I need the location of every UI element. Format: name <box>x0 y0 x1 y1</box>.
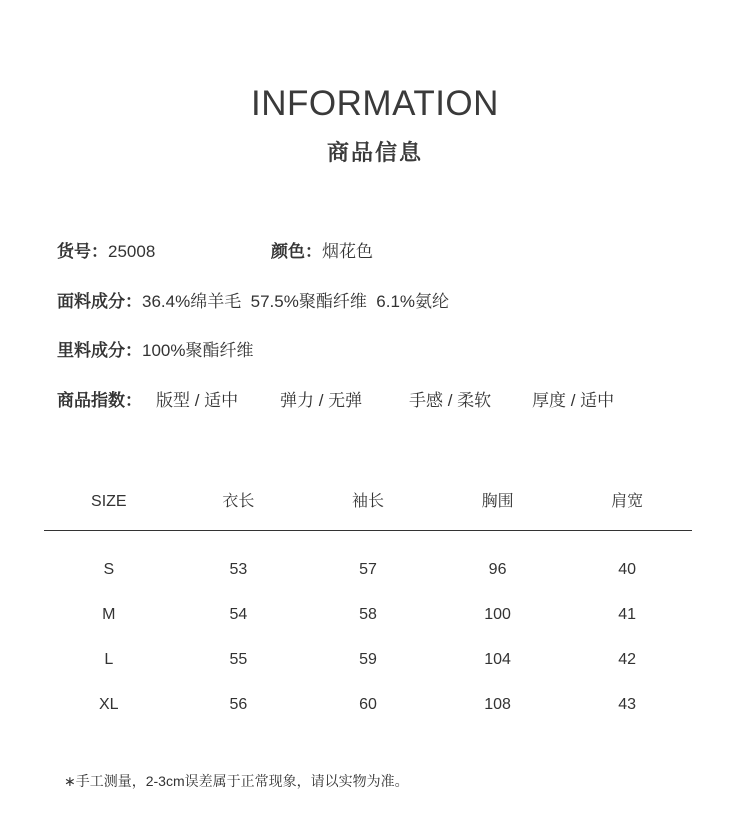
lining-value: 100%聚酯纤维 <box>142 341 254 360</box>
cell-length: 56 <box>229 696 248 713</box>
fabric-field <box>57 287 449 312</box>
color-label: 颜色： <box>271 242 322 261</box>
sku-field <box>57 237 155 262</box>
size-table-header <box>44 489 692 531</box>
lining-label: 里料成分： <box>57 341 142 360</box>
cell-size: S <box>103 561 115 578</box>
cell-chest: 104 <box>484 651 511 668</box>
page-title: INFORMATION <box>251 84 499 123</box>
page-subtitle: 商品信息 <box>326 140 423 165</box>
cell-chest: 96 <box>488 561 507 578</box>
size-table <box>44 489 692 727</box>
index-item-stretch: 弹力 / 无弹 <box>280 391 363 410</box>
cell-length: 55 <box>229 651 248 668</box>
cell-shoulder: 43 <box>618 696 637 713</box>
sku-value: 25008 <box>108 242 156 261</box>
cell-chest: 108 <box>484 696 511 713</box>
size-table-body <box>44 531 692 727</box>
cell-shoulder: 41 <box>618 606 637 623</box>
index-label: 商品指数： <box>57 391 142 410</box>
cell-sleeve: 58 <box>359 606 377 623</box>
cell-shoulder: 42 <box>618 651 637 668</box>
table-row <box>44 547 692 592</box>
cell-sleeve: 57 <box>359 561 377 578</box>
cell-size: L <box>104 651 114 668</box>
cell-sleeve: 59 <box>359 651 377 668</box>
cell-sleeve: 60 <box>359 696 377 713</box>
cell-chest: 100 <box>484 606 511 623</box>
cell-length: 54 <box>229 606 248 623</box>
index-item-thickness: 厚度 / 适中 <box>532 391 615 410</box>
index-item-feel: 手感 / 柔软 <box>409 391 492 410</box>
color-value: 烟花色 <box>322 242 373 261</box>
cell-length: 53 <box>229 561 248 578</box>
table-row <box>44 682 692 727</box>
cell-size: XL <box>99 696 119 713</box>
table-row <box>44 637 692 682</box>
header-sleeve: 袖长 <box>351 493 384 510</box>
index-item-fit: 版型 / 适中 <box>156 391 239 410</box>
sku-label: 货号： <box>57 242 108 261</box>
color-field <box>271 237 373 262</box>
header-length: 衣长 <box>222 493 255 510</box>
lining-field <box>57 336 253 361</box>
table-row <box>44 592 692 637</box>
fabric-label: 面料成分： <box>57 292 142 311</box>
header-chest: 胸围 <box>481 493 514 510</box>
fabric-value: 36.4%绵羊毛 57.5%聚酯纤维 6.1%氨纶 <box>142 292 450 311</box>
cell-shoulder: 40 <box>618 561 637 578</box>
header-size: SIZE <box>91 493 127 510</box>
cell-size: M <box>102 606 116 623</box>
measurement-note: ∗手工测量，2-3cm误差属于正常现象，请以实物为准。 <box>64 773 409 789</box>
header-shoulder: 肩宽 <box>611 493 644 510</box>
